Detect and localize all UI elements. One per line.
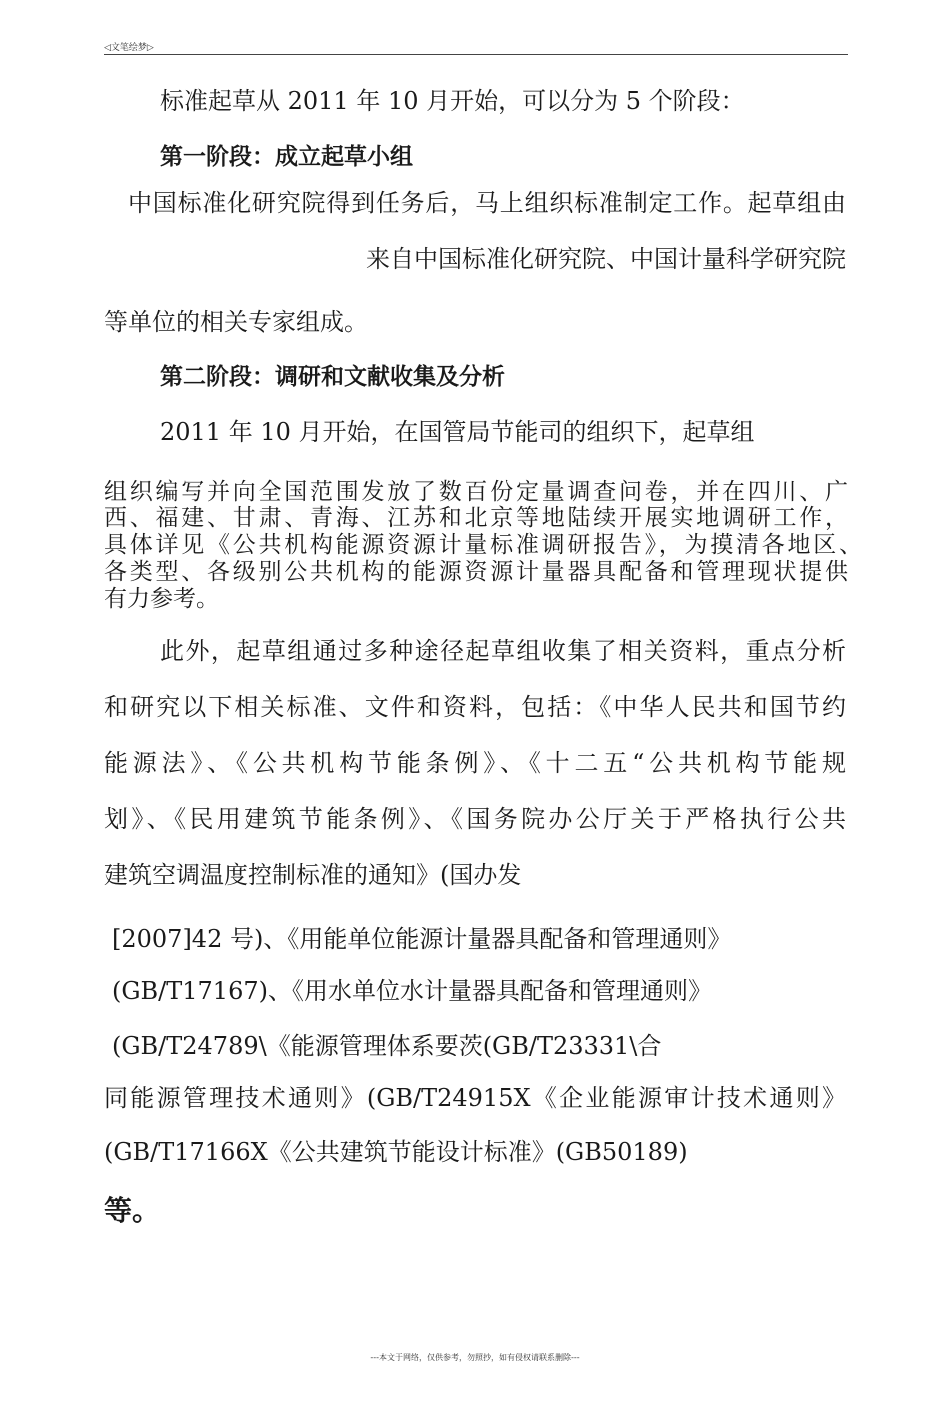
stage2-block-line-3: 具体详见《公共机构能源资源计量标准调研报告》，为摸清各地区、: [104, 532, 862, 558]
intro-paragraph: 标准起草从 2011 年 10 月开始，可以分为 5 个阶段：: [160, 87, 745, 115]
page-footer: ---本文于网络，仅供参考，勿照抄，如有侵权请联系删除---: [370, 1353, 580, 1362]
para3-line-4: 划》、《民用建筑节能条例》、《国务院办公厅关于严格执行公共: [104, 805, 846, 833]
stage2-block-line-1: 组织编写并向全国范围发放了数百份定量调查问卷，并在四川、广: [104, 479, 848, 505]
para3-line-1: 此外，起草组通过多种途径起草组收集了相关资料，重点分析: [160, 637, 846, 665]
stage2-block-line-2: 西、福建、甘肃、青海、江苏和北京等地陆续开展实地调研工作，: [104, 505, 848, 531]
para3-line-2: 和研究以下相关标准、文件和资料，包括：《中华人民共和国节约: [104, 693, 846, 721]
stage1-line-2: 来自中国标准化研究院、中国计量科学研究院: [366, 245, 846, 273]
stage1-line-1: 中国标准化研究院得到任务后，马上组织标准制定工作。起草组由: [128, 189, 846, 217]
header-logo-text: ◁文笔绘梦▷: [104, 43, 154, 53]
reference-line-2: (GB/T17167)、《用水单位水计量器具配备和管理通则》: [112, 977, 712, 1005]
reference-line-4: 同能源管理技术通则》(GB/T24915X《企业能源审计技术通则》: [104, 1084, 846, 1112]
reference-line-3: (GB/T24789\《能源管理体系要茨(GB/T23331\合: [112, 1032, 662, 1060]
reference-line-1: [2007]42 号)、《用能单位能源计量器具配备和管理通则》: [112, 925, 732, 953]
stage2-block-line-5: 有力参考。: [104, 586, 219, 612]
reference-line-5: (GB/T17166X《公共建筑节能设计标准》(GB50189): [104, 1138, 688, 1166]
para3-line-5: 建筑空调温度控制标准的通知》(国办发: [104, 861, 522, 889]
header-divider: [104, 54, 848, 55]
stage1-line-3: 等单位的相关专家组成。: [104, 308, 368, 336]
para3-line-3: 能源法》、《公共机构节能条例》、《十二五“公共机构节能规: [104, 749, 846, 777]
stage1-heading: 第一阶段：成立起草小组: [160, 144, 413, 170]
stage2-heading: 第二阶段：调研和文献收集及分析: [160, 364, 505, 390]
stage2-line-1: 2011 年 10 月开始，在国管局节能司的组织下，起草组: [160, 418, 755, 446]
closing-text: 等。: [104, 1194, 161, 1227]
stage2-block-line-4: 各类型、各级别公共机构的能源资源计量器具配备和管理现状提供: [104, 559, 848, 585]
